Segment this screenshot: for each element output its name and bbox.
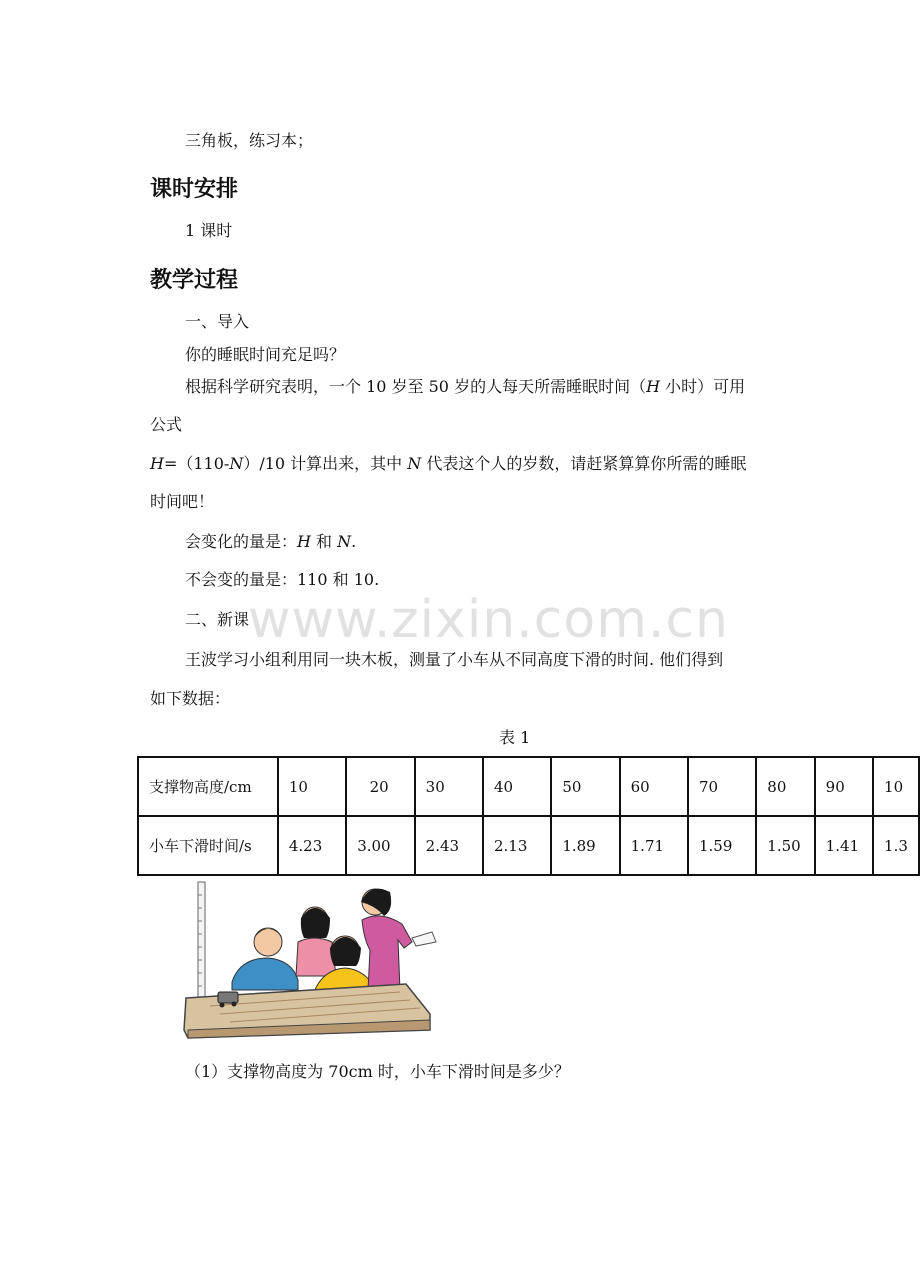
constant-quantities: 不会变的量是：110 和 10. xyxy=(185,570,380,589)
table-cell: 90 xyxy=(815,757,873,816)
paragraph-experiment-end: 如下数据： xyxy=(150,689,231,708)
formula-n: N xyxy=(229,454,244,473)
changing-n: N xyxy=(337,532,352,551)
table-caption: 表 1 xyxy=(499,728,531,747)
table-cell: 30 xyxy=(415,757,483,816)
table-cell: 1.71 xyxy=(620,816,688,875)
paragraph-formula-word: 公式 xyxy=(150,415,183,434)
data-table xyxy=(137,756,920,876)
changing-quantities xyxy=(185,532,356,552)
paragraph-research-a: 根据科学研究表明，一个 10 岁至 50 岁的人每天所需睡眠时间（ xyxy=(185,377,647,396)
paragraph-research xyxy=(185,377,745,397)
table-cell: 3.00 xyxy=(346,816,414,875)
table-cell: 2.43 xyxy=(415,816,483,875)
materials-line: 三角板，练习本； xyxy=(185,131,314,150)
changing-a: 会变化的量是： xyxy=(185,532,298,551)
table-cell: 1.50 xyxy=(756,816,814,875)
watermark: www.zixin.com.cn xyxy=(248,590,729,650)
changing-c: . xyxy=(351,532,357,551)
heading-process: 教学过程 xyxy=(150,268,239,293)
table-cell: 1.3 xyxy=(873,816,919,875)
table-cell: 10 xyxy=(278,757,346,816)
table-cell: 1.89 xyxy=(551,816,619,875)
table-cell: 70 xyxy=(688,757,756,816)
question-1: （1）支撑物高度为 70cm 时，小车下滑时间是多少？ xyxy=(185,1062,570,1081)
table-cell: 2.13 xyxy=(483,816,551,875)
var-h: H xyxy=(646,377,661,396)
table-cell: 10 xyxy=(873,757,919,816)
formula-b: ）/10 计算出来，其中 xyxy=(243,454,408,473)
table-cell: 1.59 xyxy=(688,816,756,875)
formula-h: H xyxy=(150,454,164,473)
formula-a: =（110- xyxy=(163,454,230,473)
changing-b: 和 xyxy=(310,532,338,551)
heading-schedule: 课时安排 xyxy=(150,177,239,202)
table-header-time: 小车下滑时间/s xyxy=(138,816,278,875)
paragraph-experiment: 王波学习小组利用同一块木板，测量了小车从不同高度下滑的时间. 他们得到 xyxy=(185,650,724,669)
formula-line xyxy=(150,454,746,474)
formula-end: 时间吧！ xyxy=(150,492,215,511)
section-intro: 一、导入 xyxy=(185,312,250,331)
table-cell: 60 xyxy=(620,757,688,816)
formula-c: 代表这个人的岁数，请赶紧算算你所需的睡眠 xyxy=(421,454,747,473)
table-cell: 20 xyxy=(346,757,414,816)
table-cell: 40 xyxy=(483,757,551,816)
formula-n2: N xyxy=(407,454,422,473)
table-cell: 4.23 xyxy=(278,816,346,875)
experiment-illustration xyxy=(180,880,445,1045)
table-cell: 50 xyxy=(551,757,619,816)
table-cell: 1.41 xyxy=(815,816,873,875)
section-new-lesson: 二、新课 xyxy=(185,610,250,629)
schedule-line: 1 课时 xyxy=(185,221,233,240)
changing-h: H xyxy=(297,532,311,551)
table-row-height xyxy=(138,757,919,816)
question-sleep: 你的睡眠时间充足吗？ xyxy=(185,345,346,364)
table-row-time xyxy=(138,816,919,875)
paragraph-research-b: 小时）可用 xyxy=(660,377,746,396)
table-cell: 80 xyxy=(756,757,814,816)
table-header-height: 支撑物高度/cm xyxy=(138,757,278,816)
